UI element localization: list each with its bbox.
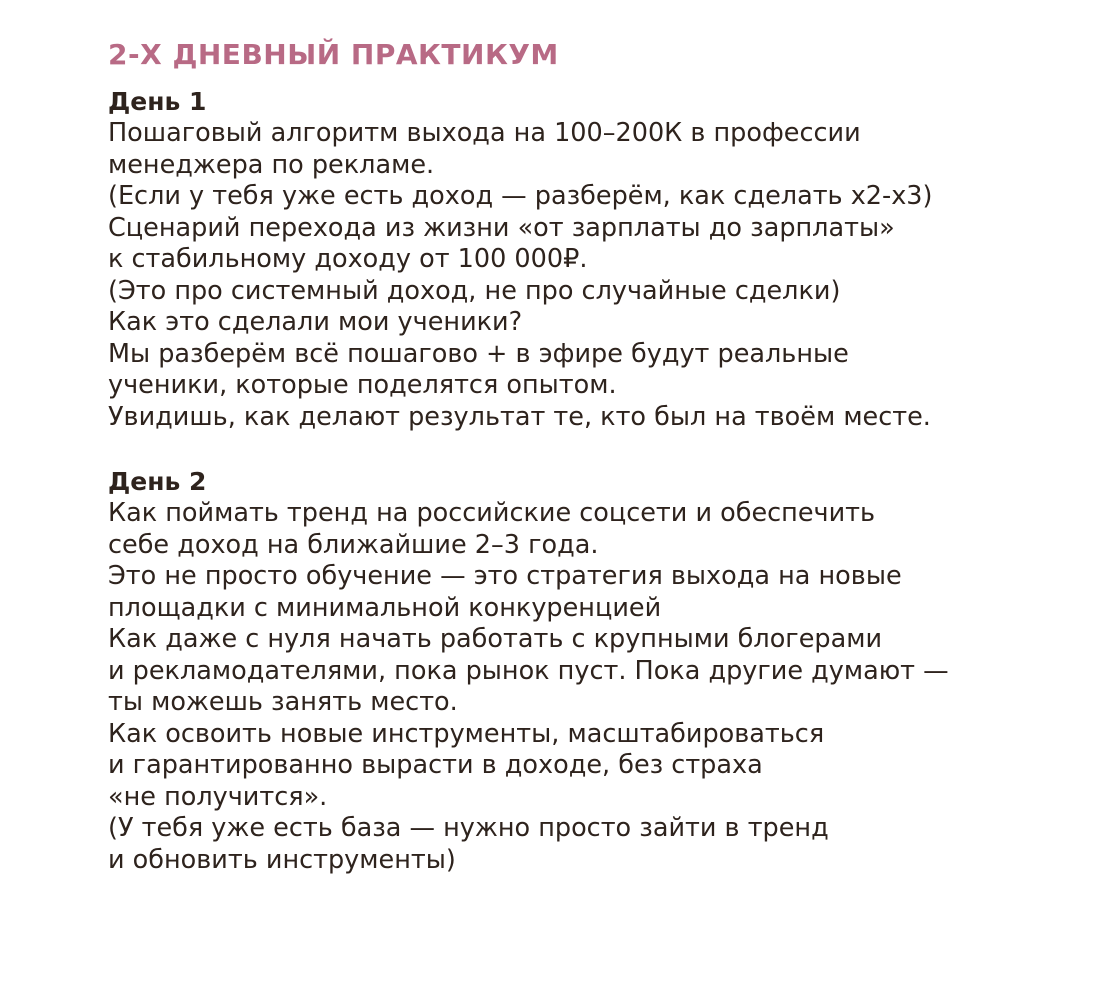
day-1-line: к стабильному доходу от 100 000₽. bbox=[108, 244, 588, 274]
day-1-line: Мы разберём всё пошагово + в эфире будут реальные bbox=[108, 338, 849, 369]
day-1-title: День 1 bbox=[108, 87, 207, 116]
page-title: 2-Х ДНЕВНЫЙ ПРАКТИКУМ bbox=[108, 38, 559, 71]
practicum-description bbox=[108, 38, 1068, 876]
day-1-line: Сценарий перехода из жизни «от зарплаты до зарплаты» bbox=[108, 212, 895, 243]
day-2-line: (У тебя уже есть база — нужно просто зайти в тренд bbox=[108, 813, 829, 843]
day-2-line: Как поймать тренд на российские соцсети и обеспечить bbox=[108, 498, 876, 528]
day-2-line: и обновить инструменты) bbox=[108, 844, 456, 875]
day-2-line: Это не просто обучение — это стратегия выхода на новые bbox=[108, 561, 902, 591]
day-2-line: «не получится». bbox=[108, 781, 328, 812]
day-1-line: Увидишь, как делают результат те, кто был на твоём месте. bbox=[108, 401, 931, 432]
day-1-line: (Это про системный доход, не про случайные сделки) bbox=[108, 275, 841, 306]
day-1-section bbox=[108, 86, 1068, 433]
day-2-line: и рекламодателями, пока рынок пуст. Пока другие думают — bbox=[108, 655, 949, 686]
day-2-section bbox=[108, 466, 1068, 876]
day-2-line: себе доход на ближайшие 2–3 года. bbox=[108, 529, 599, 560]
day-1-line: менеджера по рекламе. bbox=[108, 149, 435, 180]
day-2-title: День 2 bbox=[108, 467, 207, 496]
day-1-line: Пошаговый алгоритм выхода на 100–200К в профессии bbox=[108, 118, 861, 148]
day-2-line: площадки с минимальной конкуренцией bbox=[108, 592, 662, 623]
day-2-line: Как даже с нуля начать работать с крупными блогерами bbox=[108, 624, 883, 654]
day-2-line: ты можешь занять место. bbox=[108, 687, 458, 717]
day-2-line: и гарантированно вырасти в доходе, без страха bbox=[108, 750, 763, 780]
day-2-line: Как освоить новые инструменты, масштабироваться bbox=[108, 718, 825, 749]
day-1-line: ученики, которые поделятся опытом. bbox=[108, 370, 617, 400]
day-1-line: (Если у тебя уже есть доход — разберём, как сделать х2-х3) bbox=[108, 181, 933, 211]
day-1-line: Как это сделали мои ученики? bbox=[108, 307, 523, 337]
